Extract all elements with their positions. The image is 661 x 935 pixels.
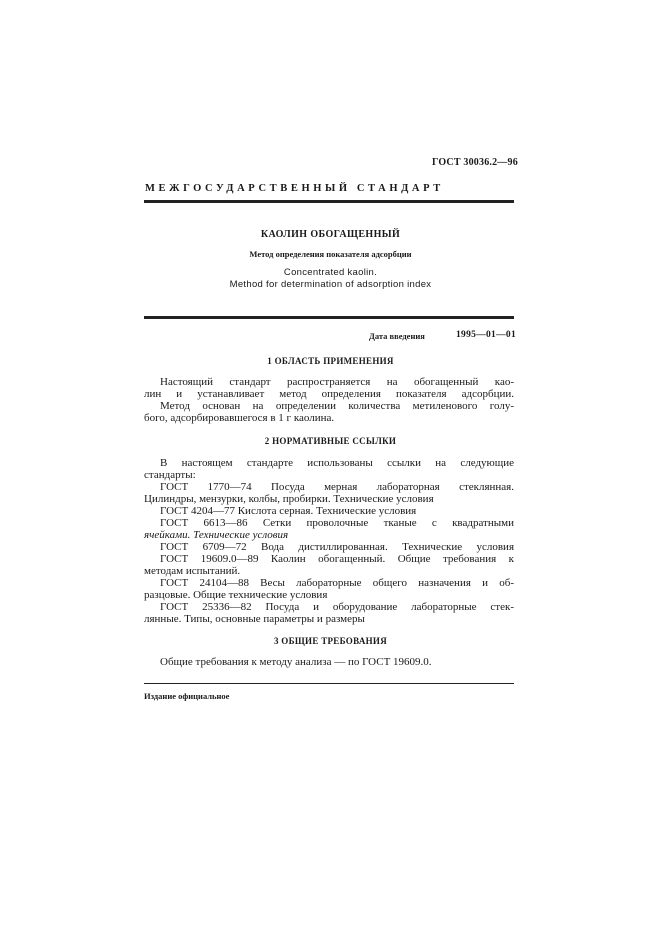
official-edition-note: Издание официальное: [144, 691, 230, 701]
english-title-line1: Concentrated kaolin.: [283, 267, 378, 278]
document-subtitle: Метод определения показателя адсорбции: [249, 249, 412, 259]
section-2-line: ГОСТ 1770—74 Посуда мерная лабораторная стеклянная.: [160, 481, 514, 493]
date-intro-value: 1995—01—01: [456, 330, 516, 340]
section-1-line: Метод основан на определении количества метиленового голу-: [160, 400, 514, 412]
date-intro-label: Дата введения: [369, 331, 425, 341]
section-2-line: ГОСТ 24104—88 Весы лабораторные общего назначения и об-: [160, 577, 514, 589]
footer-divider: [144, 683, 514, 684]
section-2-line: разцовые. Общие технические условия: [144, 589, 328, 601]
section-1-line: Настоящий стандарт распространяется на обогащенный као-: [160, 376, 514, 388]
section-2-line: ГОСТ 6613—86 Сетки проволочные тканые с квадратными: [160, 517, 514, 529]
section-3-line: Общие требования к методу анализа — по ГОСТ 19609.0.: [160, 656, 432, 668]
section-2-heading: 2 НОРМАТИВНЫЕ ССЫЛКИ: [264, 436, 397, 446]
standard-banner: МЕЖГОСУДАРСТВЕННЫЙ СТАНДАРТ: [145, 183, 444, 194]
section-2-line: методам испытаний.: [144, 565, 241, 577]
section-1-line: бого, адсорбировавшегося в 1 г каолина.: [144, 412, 335, 424]
section-2-line: ГОСТ 4204—77 Кислота серная. Технические условия: [160, 505, 417, 517]
section-2-line: ГОСТ 19609.0—89 Каолин обогащенный. Общие требования к: [160, 553, 514, 565]
section-1-line: лин и устанавливает метод определения показателя адсорбции.: [144, 388, 514, 400]
english-title-line2: Method for determination of adsorption index: [229, 279, 432, 290]
top-divider: [144, 200, 514, 203]
standard-code: ГОСТ 30036.2—96: [432, 157, 518, 168]
section-2-line: ГОСТ 6709—72 Вода дистиллированная. Технические условия: [160, 541, 514, 553]
title-divider: [144, 316, 514, 319]
section-2-line: стандарты:: [144, 469, 196, 481]
section-1-heading: 1 ОБЛАСТЬ ПРИМЕНЕНИЯ: [267, 356, 394, 366]
section-3-heading: 3 ОБЩИЕ ТРЕБОВАНИЯ: [273, 636, 388, 646]
section-2-line: В настоящем стандарте использованы ссылки на следующие: [160, 457, 514, 469]
section-2-line: ГОСТ 25336—82 Посуда и оборудование лабораторные стек-: [160, 601, 514, 613]
section-2-line: ячейками. Технические условия: [144, 529, 289, 541]
document-title: КАОЛИН ОБОГАЩЕННЫЙ: [260, 229, 401, 240]
section-2-line: лянные. Типы, основные параметры и размеры: [144, 613, 365, 625]
section-2-line: Цилиндры, мензурки, колбы, пробирки. Технические условия: [144, 493, 434, 505]
